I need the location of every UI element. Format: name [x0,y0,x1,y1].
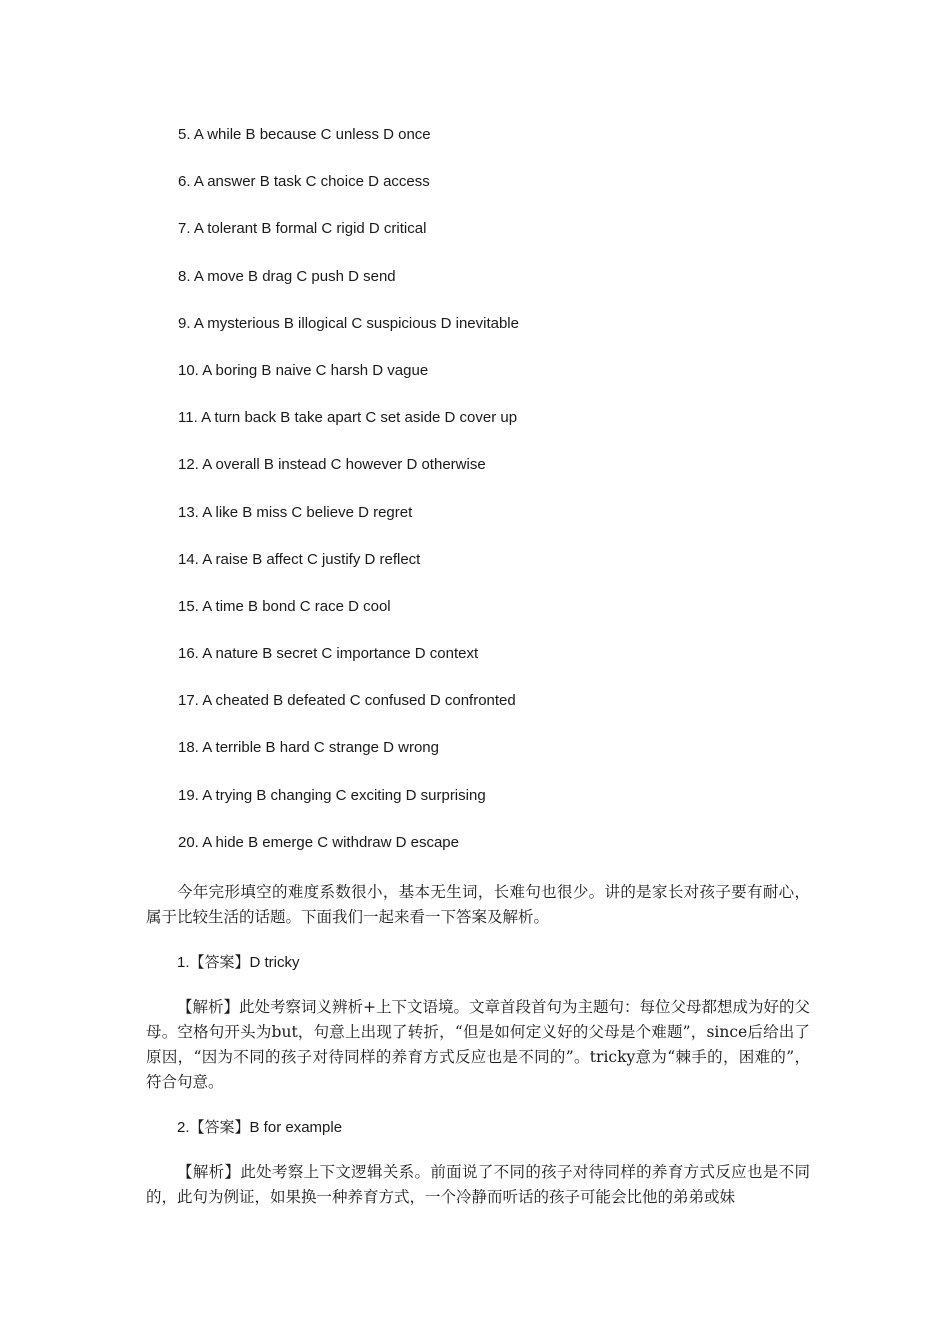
option-line: 16. A nature B secret C importance D context [178,645,479,663]
option-line: 5. A while B because C unless D once [178,126,431,143]
analysis-section [146,880,810,1230]
option-line: 13. A like B miss C believe D regret [178,503,413,521]
option-line: 6. A answer B task C choice D access [178,173,430,191]
option-line: 20. A hide B emerge C withdraw D escape [178,833,459,851]
option-line: 19. A trying B changing C exciting D surprising [178,786,486,804]
answer-line-2: 2.【答案】B for example [177,1119,343,1136]
option-line: 14. A raise B affect C justify D reflect [178,550,421,568]
option-line: 15. A time B bond C race D cool [178,597,391,615]
intro-paragraph: 今年完形填空的难度系数很小，基本无生词，长难句也很少。讲的是家长对孩子要有耐心，属于比较生活的话题。下面我们一起来看一下答案及解析。 [146,883,810,926]
explanation-paragraph-1: 【解析】此处考察词义辨析+上下文语境。文章首段首句为主题句：每位父母都想成为好的父母。空格句开头为but，句意上出现了转折，“但是如何定义好的父母是个难题”，since后给出了原因，“因为不同的孩子对待同样的养育方式反应也是不同的”。tricky意为“棘手的，困难的”，符合句意。 [146,998,810,1091]
option-line: 9. A mysterious B illogical C suspicious D inevitable [178,314,519,332]
option-line: 7. A tolerant B formal C rigid D critical [178,220,427,238]
option-line: 12. A overall B instead C however D otherwise [178,456,486,474]
options-list [178,124,818,879]
option-line: 18. A terrible B hard C strange D wrong [178,739,439,757]
answer-line-1: 1.【答案】D tricky [177,954,300,971]
explanation-paragraph-2: 【解析】此处考察上下文逻辑关系。前面说了不同的孩子对待同样的养育方式反应也是不同的，此句为例证，如果换一种养育方式，一个冷静而听话的孩子可能会比他的弟弟或妹 [146,1163,810,1206]
option-line: 10. A boring B naive C harsh D vague [178,361,429,379]
option-line: 8. A move B drag C push D send [178,267,396,285]
option-line: 11. A turn back B take apart C set aside D cover up [178,409,518,427]
option-line: 17. A cheated B defeated C confused D confronted [178,692,516,710]
